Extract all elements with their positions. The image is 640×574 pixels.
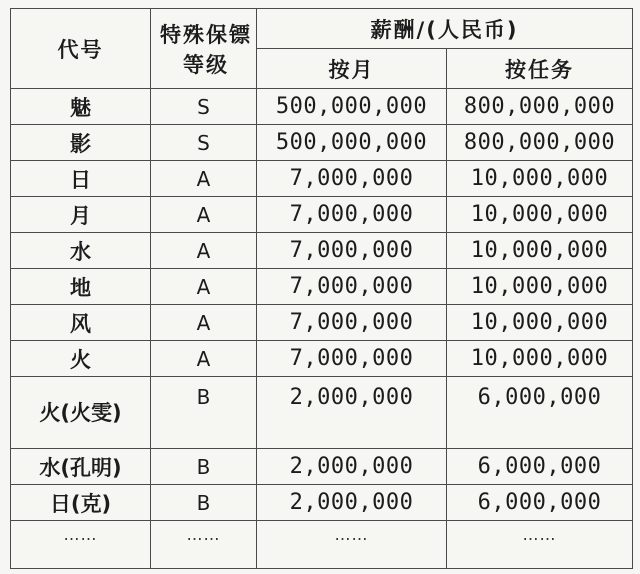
cell-monthly: 7,000,000 bbox=[257, 233, 447, 269]
cell-per-task: 10,000,000 bbox=[447, 341, 633, 377]
cell-continuation: …… bbox=[151, 521, 257, 569]
cell-grade: A bbox=[151, 233, 257, 269]
cell-per-task: 10,000,000 bbox=[447, 269, 633, 305]
cell-per-task: 10,000,000 bbox=[447, 233, 633, 269]
cell-monthly: 500,000,000 bbox=[257, 89, 447, 125]
cell-code-text: 火(火雯) bbox=[39, 400, 122, 425]
cell-continuation: …… bbox=[257, 521, 447, 569]
cell-per-task: 800,000,000 bbox=[447, 125, 633, 161]
cell-code: 日(克) bbox=[11, 485, 151, 521]
cell-grade: B bbox=[151, 377, 257, 449]
cell-monthly: 2,000,000 bbox=[257, 449, 447, 485]
table-row bbox=[11, 377, 633, 449]
cell-grade: A bbox=[151, 269, 257, 305]
cell-monthly: 500,000,000 bbox=[257, 125, 447, 161]
cell-grade: A bbox=[151, 161, 257, 197]
cell-per-task: 6,000,000 bbox=[447, 449, 633, 485]
table-row bbox=[11, 197, 633, 233]
header-per-task: 按任务 bbox=[447, 49, 633, 89]
cell-code: 魅 bbox=[11, 89, 151, 125]
cell-code: 月 bbox=[11, 197, 151, 233]
cell-grade: B bbox=[151, 449, 257, 485]
header-salary: 薪酬/(人民币) bbox=[257, 9, 633, 49]
table-row bbox=[11, 305, 633, 341]
table-continuation-row bbox=[11, 521, 633, 569]
header-grade-text: 特殊保镖等级 bbox=[160, 22, 252, 77]
cell-grade: B bbox=[151, 485, 257, 521]
cell-continuation: …… bbox=[11, 521, 151, 569]
cell-code: 日 bbox=[11, 161, 151, 197]
cell-per-task: 10,000,000 bbox=[447, 305, 633, 341]
cell-grade: S bbox=[151, 89, 257, 125]
table-header-row bbox=[11, 9, 633, 49]
cell-monthly: 2,000,000 bbox=[257, 485, 447, 521]
cell-code: 火 bbox=[11, 341, 151, 377]
cell-code: 水 bbox=[11, 233, 151, 269]
cell-per-task: 10,000,000 bbox=[447, 197, 633, 233]
cell-monthly: 2,000,000 bbox=[257, 377, 447, 449]
table-row bbox=[11, 485, 633, 521]
cell-code: 影 bbox=[11, 125, 151, 161]
table-row bbox=[11, 341, 633, 377]
table-row bbox=[11, 233, 633, 269]
header-monthly: 按月 bbox=[257, 49, 447, 89]
table-row bbox=[11, 449, 633, 485]
cell-grade: A bbox=[151, 341, 257, 377]
cell-monthly: 7,000,000 bbox=[257, 305, 447, 341]
cell-monthly: 7,000,000 bbox=[257, 161, 447, 197]
cell-grade: A bbox=[151, 197, 257, 233]
header-grade bbox=[151, 9, 257, 89]
cell-grade: A bbox=[151, 305, 257, 341]
table-row bbox=[11, 161, 633, 197]
cell-per-task: 800,000,000 bbox=[447, 89, 633, 125]
cell-monthly: 7,000,000 bbox=[257, 269, 447, 305]
cell-continuation: …… bbox=[447, 521, 633, 569]
cell-grade: S bbox=[151, 125, 257, 161]
cell-per-task: 6,000,000 bbox=[447, 485, 633, 521]
table-row bbox=[11, 89, 633, 125]
cell-monthly: 7,000,000 bbox=[257, 197, 447, 233]
cell-code: 风 bbox=[11, 305, 151, 341]
bodyguard-salary-table bbox=[10, 8, 633, 569]
header-code: 代号 bbox=[11, 9, 151, 89]
table-row bbox=[11, 125, 633, 161]
cell-code: 水(孔明) bbox=[11, 449, 151, 485]
cell-monthly: 7,000,000 bbox=[257, 341, 447, 377]
cell-code: 地 bbox=[11, 269, 151, 305]
cell-per-task: 10,000,000 bbox=[447, 161, 633, 197]
cell-code bbox=[11, 377, 151, 449]
cell-per-task: 6,000,000 bbox=[447, 377, 633, 449]
table-row bbox=[11, 269, 633, 305]
